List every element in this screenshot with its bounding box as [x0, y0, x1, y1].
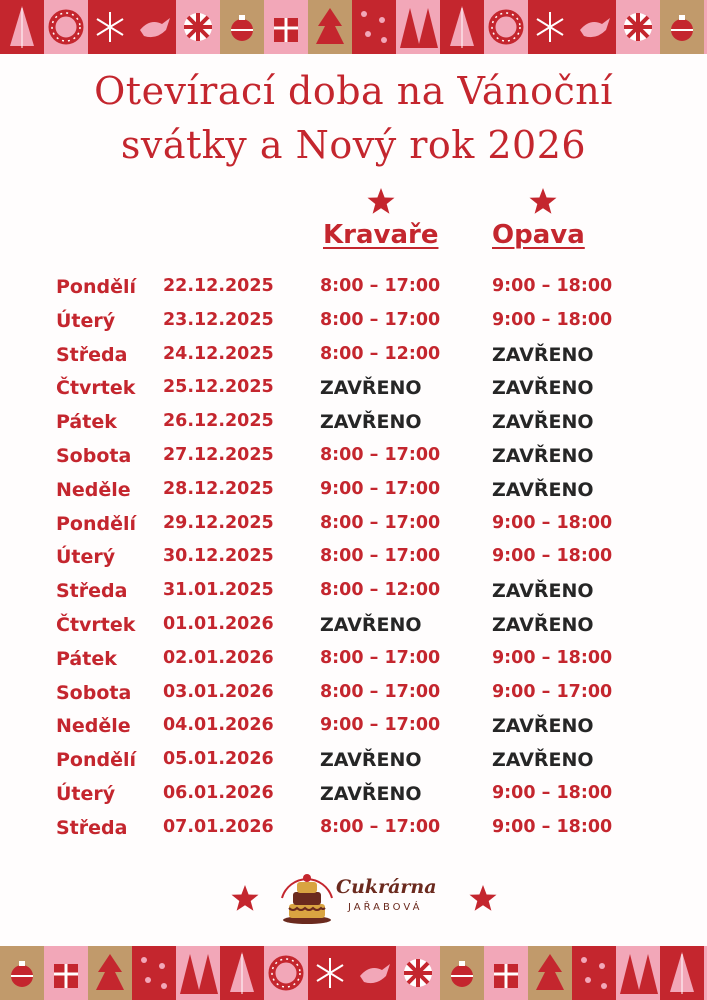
ornament-icon: [440, 946, 484, 1000]
date-cell: 07.01.2026: [163, 816, 274, 837]
opava-hours-cell: ZAVŘENO: [492, 478, 594, 501]
pattern-tile: [396, 946, 440, 1000]
logo-name: Cukrárna: [336, 876, 437, 898]
pattern-tile: [220, 0, 264, 54]
pattern-tile: [264, 0, 308, 54]
pattern-tile: [44, 946, 88, 1000]
pattern-tile: [572, 0, 616, 54]
pattern-tile: [132, 0, 176, 54]
table-row: [0, 610, 707, 644]
christmas-tree-icon: [220, 946, 264, 1000]
kravare-hours-cell: 8:00 – 12:00: [320, 580, 441, 601]
opava-hours-cell: ZAVŘENO: [492, 343, 594, 366]
pattern-tile: [440, 946, 484, 1000]
star-icon: [230, 884, 260, 912]
date-cell: 30.12.2025: [163, 546, 274, 567]
christmas-tree-icon: [0, 0, 44, 54]
triangle-pattern-icon: [616, 946, 660, 1000]
christmas-pattern-top-border: [0, 0, 707, 54]
day-cell: Úterý: [56, 309, 116, 332]
date-cell: 23.12.2025: [163, 309, 274, 330]
table-row: [0, 644, 707, 678]
kravare-hours-cell: 8:00 – 17:00: [320, 309, 441, 330]
kravare-hours-cell: 8:00 – 12:00: [320, 343, 441, 364]
opava-hours-cell: ZAVŘENO: [492, 715, 594, 738]
table-row: [0, 678, 707, 712]
table-row: [0, 711, 707, 745]
dove-icon: [132, 0, 176, 54]
kravare-hours-cell: ZAVŘENO: [320, 377, 422, 400]
opava-hours-cell: ZAVŘENO: [492, 377, 594, 400]
star-icon: [468, 884, 498, 912]
day-cell: Středa: [56, 816, 128, 839]
pattern-tile: [0, 946, 44, 1000]
column-header-kravare: Kravaře: [323, 220, 439, 250]
christmas-tree-icon: [440, 0, 484, 54]
opava-hours-cell: 9:00 – 18:00: [492, 647, 613, 668]
pattern-tile: [528, 0, 572, 54]
table-row: [0, 407, 707, 441]
day-cell: Úterý: [56, 782, 116, 805]
opava-hours-cell: ZAVŘENO: [492, 749, 594, 772]
date-cell: 01.01.2026: [163, 613, 274, 634]
pattern-tile: [88, 946, 132, 1000]
date-cell: 02.01.2026: [163, 647, 274, 668]
day-cell: Úterý: [56, 546, 116, 569]
date-cell: 04.01.2026: [163, 715, 274, 736]
kravare-hours-cell: 8:00 – 17:00: [320, 647, 441, 668]
snowflake-icon: [88, 0, 132, 54]
table-row: [0, 306, 707, 340]
pattern-tile: [616, 0, 660, 54]
opava-hours-cell: ZAVŘENO: [492, 411, 594, 434]
wreath-icon: [484, 0, 528, 54]
opava-hours-cell: ZAVŘENO: [492, 613, 594, 636]
dot-pattern-icon: [132, 946, 176, 1000]
date-cell: 05.01.2026: [163, 749, 274, 770]
day-cell: Středa: [56, 343, 128, 366]
kravare-hours-cell: 8:00 – 17:00: [320, 546, 441, 567]
kravare-hours-cell: 9:00 – 17:00: [320, 715, 441, 736]
triangle-pattern-icon: [176, 946, 220, 1000]
date-cell: 28.12.2025: [163, 478, 274, 499]
kravare-hours-cell: 8:00 – 17:00: [320, 276, 441, 296]
table-row: [0, 745, 707, 779]
pattern-tile: [484, 0, 528, 54]
gift-icon: [484, 946, 528, 1000]
candy-icon: [176, 0, 220, 54]
kravare-hours-cell: ZAVŘENO: [320, 749, 422, 772]
pattern-tile: [352, 946, 396, 1000]
dot-pattern-icon: [352, 0, 396, 54]
opava-hours-cell: ZAVŘENO: [492, 580, 594, 603]
kravare-hours-cell: 8:00 – 17:00: [320, 681, 441, 702]
pattern-tile: [484, 946, 528, 1000]
kravare-hours-cell: ZAVŘENO: [320, 411, 422, 434]
kravare-hours-cell: 8:00 – 17:00: [320, 816, 441, 837]
table-row: [0, 373, 707, 407]
snowflake-icon: [528, 0, 572, 54]
date-cell: 24.12.2025: [163, 343, 274, 364]
page-title-line-2: svátky a Nový rok 2026: [120, 123, 587, 167]
pattern-tile: [176, 946, 220, 1000]
page-title-line-1: Otevírací doba na Vánoční: [94, 69, 613, 113]
pattern-tile: [396, 0, 440, 54]
opava-hours-cell: 9:00 – 18:00: [492, 816, 613, 837]
opava-hours-cell: 9:00 – 18:00: [492, 512, 613, 533]
dove-icon: [352, 946, 396, 1000]
cake-icon: [280, 870, 334, 926]
pine-tree-icon: [88, 946, 132, 1000]
day-cell: Pátek: [56, 647, 117, 670]
pattern-tile: [352, 0, 396, 54]
date-cell: 26.12.2025: [163, 411, 274, 432]
day-cell: Pondělí: [56, 512, 137, 535]
date-cell: 31.01.2025: [163, 580, 274, 601]
day-cell: Neděle: [56, 478, 131, 501]
table-row: [0, 813, 707, 847]
day-cell: Sobota: [56, 444, 132, 467]
star-icon: [528, 187, 558, 215]
wreath-icon: [44, 0, 88, 54]
pattern-tile: [220, 946, 264, 1000]
christmas-pattern-bottom-border: [0, 946, 707, 1000]
day-cell: Čtvrtek: [56, 613, 136, 636]
triangle-pattern-icon: [396, 0, 440, 54]
kravare-hours-cell: 8:00 – 17:00: [320, 444, 441, 465]
pattern-tile: [308, 0, 352, 54]
kravare-hours-cell: ZAVŘENO: [320, 613, 422, 636]
dot-pattern-icon: [572, 946, 616, 1000]
ornament-icon: [660, 0, 704, 54]
pattern-tile: [0, 0, 44, 54]
table-row: [0, 475, 707, 509]
table-row: [0, 542, 707, 576]
candy-icon: [396, 946, 440, 1000]
dove-icon: [572, 0, 616, 54]
pattern-tile: [132, 946, 176, 1000]
opava-hours-cell: 9:00 – 18:00: [492, 782, 613, 803]
pattern-tile: [528, 946, 572, 1000]
kravare-hours-cell: 8:00 – 17:00: [320, 512, 441, 533]
pattern-tile: [440, 0, 484, 54]
kravare-hours-cell: ZAVŘENO: [320, 782, 422, 805]
table-row: [0, 509, 707, 543]
opava-hours-cell: 9:00 – 18:00: [492, 546, 613, 567]
logo-subtitle: JAŘABOVÁ: [348, 902, 423, 913]
ornament-icon: [0, 946, 44, 1000]
candy-icon: [616, 0, 660, 54]
date-cell: 25.12.2025: [163, 377, 274, 398]
pine-tree-icon: [308, 0, 352, 54]
cukrarna-logo: [280, 868, 460, 930]
pattern-tile: [660, 0, 704, 54]
opava-hours-cell: ZAVŘENO: [492, 444, 594, 467]
day-cell: Čtvrtek: [56, 377, 136, 400]
date-cell: 03.01.2026: [163, 681, 274, 702]
opening-hours-table: [0, 272, 707, 847]
opava-hours-cell: 9:00 – 18:00: [492, 276, 613, 296]
table-row: [0, 779, 707, 813]
opava-hours-cell: 9:00 – 17:00: [492, 681, 613, 702]
date-cell: 06.01.2026: [163, 782, 274, 803]
pattern-tile: [308, 946, 352, 1000]
table-row: [0, 441, 707, 475]
pattern-tile: [264, 946, 308, 1000]
pattern-tile: [44, 0, 88, 54]
day-cell: Pondělí: [56, 276, 137, 298]
pattern-tile: [176, 0, 220, 54]
date-cell: 29.12.2025: [163, 512, 274, 533]
pattern-tile: [572, 946, 616, 1000]
gift-icon: [264, 0, 308, 54]
star-icon: [366, 187, 396, 215]
pine-tree-icon: [528, 946, 572, 1000]
day-cell: Pondělí: [56, 749, 137, 772]
date-cell: 22.12.2025: [163, 276, 274, 296]
wreath-icon: [264, 946, 308, 1000]
table-row: [0, 272, 707, 306]
date-cell: 27.12.2025: [163, 444, 274, 465]
kravare-hours-cell: 9:00 – 17:00: [320, 478, 441, 499]
day-cell: Pátek: [56, 411, 117, 434]
pattern-tile: [660, 946, 704, 1000]
ornament-icon: [220, 0, 264, 54]
gift-icon: [44, 946, 88, 1000]
table-row: [0, 576, 707, 610]
day-cell: Středa: [56, 580, 128, 603]
pattern-tile: [616, 946, 660, 1000]
opava-hours-cell: 9:00 – 18:00: [492, 309, 613, 330]
column-header-opava: Opava: [492, 220, 585, 250]
table-row: [0, 340, 707, 374]
christmas-tree-icon: [660, 946, 704, 1000]
snowflake-icon: [308, 946, 352, 1000]
day-cell: Sobota: [56, 681, 132, 704]
pattern-tile: [88, 0, 132, 54]
day-cell: Neděle: [56, 715, 131, 738]
